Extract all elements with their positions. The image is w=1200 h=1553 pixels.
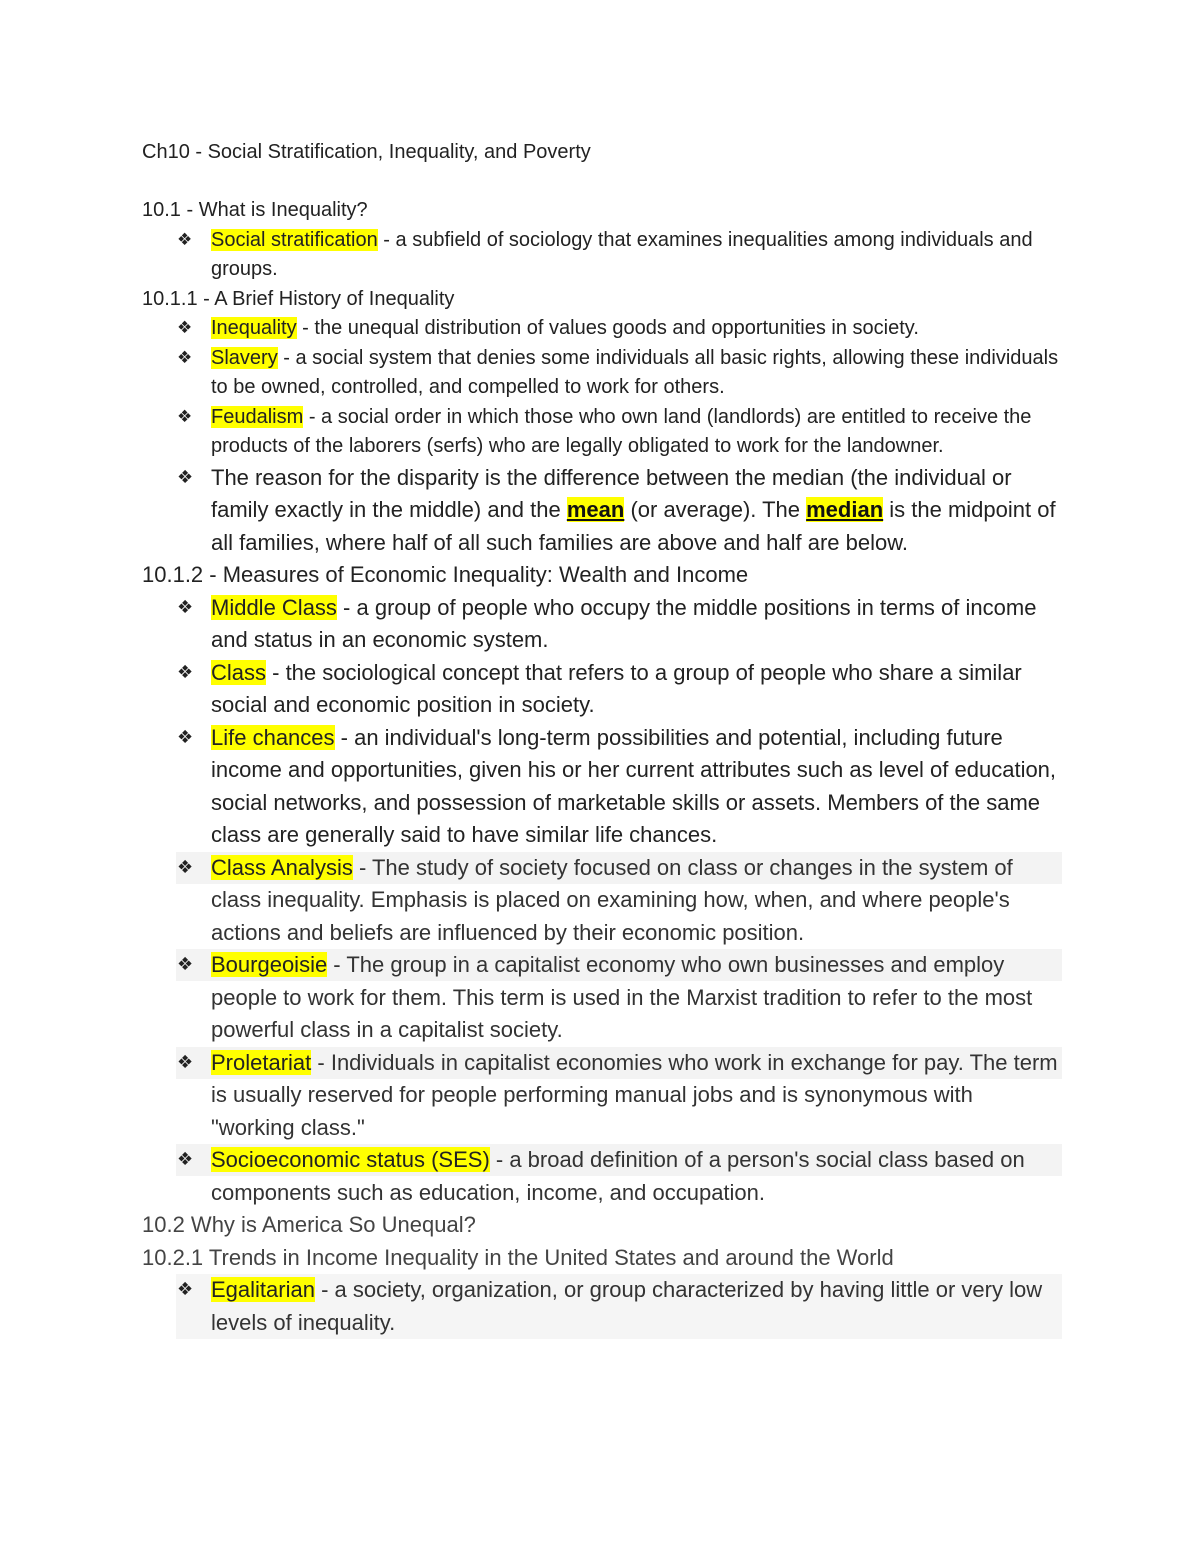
note-text-part3: is the midpoint of all families, where half of all such families are above and half are below.	[211, 497, 1056, 555]
highlighted-term: Class Analysis	[211, 854, 353, 880]
highlighted-term: Feudalism	[211, 405, 304, 428]
highlighted-term: Class	[211, 659, 267, 685]
section-heading-10-2: 10.2 Why is America So Unequal?	[142, 1212, 476, 1237]
highlighted-term: Egalitarian	[211, 1277, 315, 1302]
section-list-10-2-1	[142, 1274, 1062, 1339]
highlighted-term-mean: mean	[566, 497, 625, 522]
section-heading-10-2-1: 10.2.1 Trends in Income Inequality in the United States and around the World	[142, 1244, 894, 1270]
list-item	[142, 314, 1062, 344]
diamond-bullet-icon: ❖	[177, 318, 193, 338]
diamond-bullet-icon: ❖	[177, 1149, 194, 1170]
note-text-part1: The reason for the disparity is the difference between the median (the individual or family exactly in the middle) and the	[211, 464, 1012, 522]
highlighted-term: Life chances	[211, 724, 335, 750]
diamond-bullet-icon: ❖	[177, 406, 193, 427]
diamond-bullet-icon: ❖	[177, 466, 194, 488]
note-text-part2: (or average). The	[624, 497, 807, 522]
diamond-bullet-icon: ❖	[177, 856, 194, 878]
highlighted-term: Inequality	[211, 317, 297, 339]
highlighted-term: Social stratification	[211, 228, 378, 251]
document-title: Ch10 - Social Stratification, Inequality, and Poverty	[142, 141, 591, 163]
section-heading-10-1: 10.1 - What is Inequality?	[142, 199, 368, 221]
term-definition: - a subfield of sociology that examines inequalities among individuals and groups.	[211, 228, 1033, 280]
list-item	[176, 1047, 1062, 1145]
term-definition: - a society, organization, or group characterized by having little or very low levels of inequality.	[211, 1277, 1043, 1335]
list-item	[176, 949, 1062, 1047]
highlighted-term: Bourgeoisie	[211, 952, 328, 977]
document-page	[142, 138, 1062, 1339]
highlighted-term-median: median	[806, 497, 884, 522]
highlighted-term: Proletariat	[211, 1049, 312, 1075]
term-definition: - a social order in which those who own land (landlords) are entitled to receive the products of the laborers (serfs) who are legally obligated to work for the landowner.	[211, 405, 1032, 457]
diamond-bullet-icon: ❖	[177, 954, 194, 975]
term-definition: - a broad definition of a person's social class based on components such as education, income, and occupation.	[211, 1147, 1025, 1205]
list-item	[142, 344, 1062, 403]
list-item	[176, 1144, 1062, 1209]
diamond-bullet-icon: ❖	[177, 1279, 194, 1300]
diamond-bullet-icon: ❖	[177, 229, 193, 250]
list-item	[176, 852, 1062, 950]
diamond-bullet-icon: ❖	[177, 347, 193, 368]
list-item	[176, 1274, 1062, 1339]
term-definition: - the unequal distribution of values goods and opportunities in society.	[296, 317, 919, 339]
diamond-bullet-icon: ❖	[177, 596, 194, 618]
list-item-note	[142, 462, 1062, 560]
diamond-bullet-icon: ❖	[177, 726, 194, 748]
list-item	[142, 592, 1062, 657]
term-definition: - The study of society focused on class or changes in the system of class inequality. Emphasis is placed on examining how, when, and where people's actions and beliefs are influenced by their economic position.	[211, 854, 1013, 945]
section-heading-10-1-1: 10.1.1 - A Brief History of Inequality	[142, 287, 455, 310]
term-definition: - a social system that denies some individuals all basic rights, allowing these individuals to be owned, controlled, and compelled to work for others.	[211, 346, 1059, 398]
list-item	[142, 403, 1062, 462]
list-item	[142, 657, 1062, 722]
highlighted-term: Socioeconomic status (SES)	[211, 1147, 490, 1172]
highlighted-term: Middle Class	[211, 594, 337, 620]
list-item	[142, 722, 1062, 852]
term-definition: - Individuals in capitalist economies who work in exchange for pay. The term is usually reserved for people performing manual jobs and is synonymous with "working class."	[211, 1049, 1058, 1140]
term-definition: - the sociological concept that refers to a group of people who share a similar social and economic position in society.	[211, 659, 1022, 717]
term-definition: - The group in a capitalist economy who own businesses and employ people to work for them. This term is used in the Marxist tradition to refer to the most powerful class in a capitalist society.	[211, 952, 1033, 1042]
section-heading-10-1-2: 10.1.2 - Measures of Economic Inequality: Wealth and Income	[142, 562, 749, 587]
section-list-10-1	[142, 226, 1062, 285]
section-list-10-1-2	[142, 592, 1062, 1210]
highlighted-term: Slavery	[211, 346, 278, 369]
diamond-bullet-icon: ❖	[177, 1051, 194, 1073]
term-definition: - a group of people who occupy the middle positions in terms of income and status in an economic system.	[211, 594, 1037, 652]
list-item	[142, 226, 1062, 285]
diamond-bullet-icon: ❖	[177, 661, 194, 683]
term-definition: - an individual's long-term possibilities and potential, including future income and opportunities, given his or her current attributes such as level of education, social networks, and possession of marketable skills or assets. Members of the same class are generally said to have similar life chances.	[211, 724, 1057, 847]
section-list-10-1-1	[142, 314, 1062, 559]
